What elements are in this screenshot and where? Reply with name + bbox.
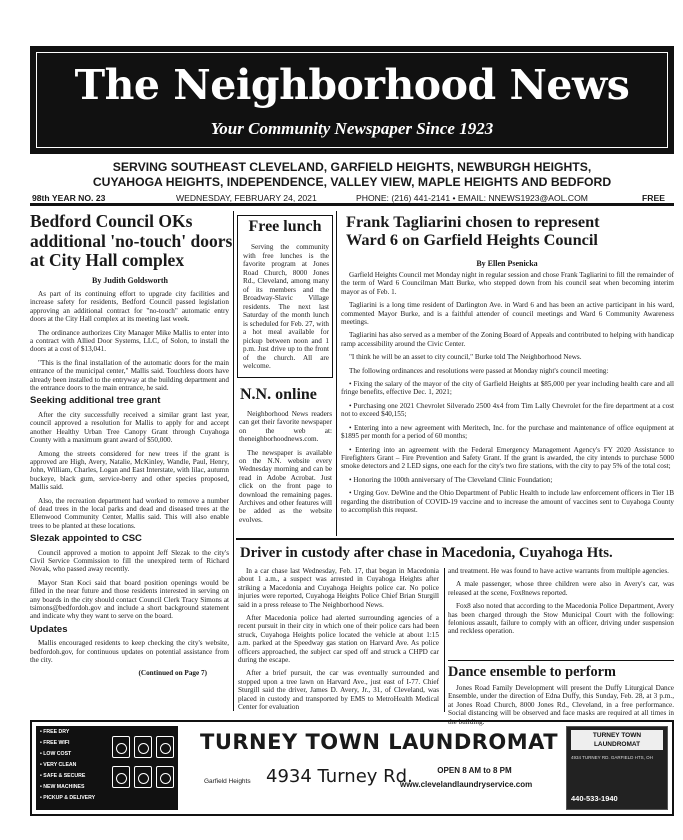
coverage-line-1: SERVING SOUTHEAST CLEVELAND, GARFIELD HEIGHTS, NEWBURGH HEIGHTS, xyxy=(112,160,592,174)
dance-headline: Dance ensemble to perform xyxy=(448,664,616,680)
section-divider xyxy=(236,538,674,540)
laundromat-website[interactable]: www.clevelandlaundryservice.com xyxy=(400,780,533,789)
list-item: • Urging Gov. DeWine and the Ohio Department of Public Health to include law enforcement officers in Tier 1B regarding the distribution of COVID-19 vaccine and to increase the amount of vaccines sent to Cuyahoga County to accomplish this request. xyxy=(341,489,674,514)
list-item: • Entering into a new agreement with Meritech, Inc. for the purchase and maintenance of office equipment at $1895 per month for a period of 60 months; xyxy=(341,423,674,441)
laundromat-logo xyxy=(566,726,668,810)
section-divider xyxy=(448,660,674,661)
subheading: Updates xyxy=(30,623,68,635)
free-lunch-box xyxy=(237,215,333,378)
issue-info-bar xyxy=(30,192,674,206)
frank-byline: By Ellen Psenicka xyxy=(476,259,538,268)
continued-link[interactable]: (Continued on Page 7) xyxy=(138,669,207,678)
column-divider xyxy=(336,211,337,536)
list-item: • Fixing the salary of the mayor of the city of Garfield Heights at $85,000 per year including health care and all fringe benefits, effective Dec. 1, 2021; xyxy=(341,380,674,397)
masthead xyxy=(30,46,674,154)
masthead-border xyxy=(36,52,668,148)
free-lunch-headline: Free lunch xyxy=(248,218,322,235)
newspaper-title: The Neighborhood News xyxy=(74,61,630,109)
driver-article-body-col2: and treatment. He was found to have active warrants from multiple agencies. A male passenger, whose three children were also in Avery's car, was released at the scene, Fox8news reported. Fox8 also noted that according to the Macedonia Police Department, Avery has been charged through the Stow Municipal Court with the following: felonious assault, failure to comply with an officer, driving under suspension and reckless operation. xyxy=(448,567,674,636)
price: FREE xyxy=(642,193,665,203)
washing-machine-icon xyxy=(134,736,152,758)
ordinance-list xyxy=(341,380,674,514)
services-panel xyxy=(36,726,178,810)
driver-article-body-col1: In a car chase last Wednesday, Feb. 17, that began in Macedonia about 1 a.m., a suspect was arrested in Cuyahoga Heights after striking a Macedonia and Cuyahoga Heights police car. No police injuries were reported, Cuyahoga Heights Police Chief Brian Sturgill said in a press release to The Neighborhood News. After Macedonia police had alerted surrounding agencies of a recent pursuit in their city in which one of their police cars had been struck, Cuyahoga Heights police located the vehicle at about 1:15 a.m. parked at the Speedway gas station on Harvard Ave. As police officers approached, the subject car sped off and struck a CHPD car during the escape. After a brief pursuit, the car was eventually surrounded and stopped upon a tree lawn on Harvard Ave., just east of I-77. Chief Sturgill said the driver, James D. Avery, Jr., 31, of Cleveland, was placed in custody and transported by EMS to MetroHealth Medical Center for evaluation xyxy=(238,567,439,712)
bedford-headline: Bedford Council OKs additional 'no-touch' doors at City Hall complex xyxy=(30,211,233,271)
service-item: • LOW COST xyxy=(40,751,72,757)
service-item: • PICKUP & DELIVERY xyxy=(40,795,96,801)
list-item: • Honoring the 100th anniversary of The Cleveland Clinic Foundation; xyxy=(349,475,553,484)
subheading: Seeking additional tree grant xyxy=(30,395,161,407)
service-item: • VERY CLEAN xyxy=(40,762,77,768)
nn-online-body: Neighborhood News readers can get their favorite newspaper on the web at: theneighborhoodnews.com. The newspaper is available on the N.N. website every Wednesday morning and can be read in Adobe Acrobat. Just click on the front page to download the remaining pages. Archives and other features will be added as the website evolves. xyxy=(239,410,332,524)
phone-number: 440-533-1940 xyxy=(571,794,618,803)
issue-number: 98th YEAR NO. 23 xyxy=(32,193,106,203)
washing-machine-icon xyxy=(134,766,152,788)
bedford-article-body: As part of its continuing effort to upgrade city facilities and increase safety for residents, Bedford Council passed legislation approving an additional contract for "no-touch" automatic entry doors at the City Hall complex at its meeting last week. The ordinance authorizes City Manager Mike Mallis to enter into a contract with Allied Door Systems, LLC, of Solon, to install the doors at a cost of $13,041. "This is the final installation of the automatic doors for the main entrance of the municipal center," Mallis said. Touchless doors have already been installed to the entryway at the building department and the entrance doors to the main entrance, he said. Seeking additional tree grant After the city successfully received a similar grant last year, council approved a resolution for Mallis to apply for and accept another Healthy Urban Tree Canopy Grant through Cuyahoga County with a maximum grant award of $50,000. Among the streets considered for new trees if the grant is approved are High, Avery, Natalie, McKinley, Wandle, Paul, Henry, John, William, Charles, Logan and East Interstate, with lilac, autumn buckeye, black gum, service-berry and other species proposed, Mallis said. Also, the recreation department had worked to remove a number of dead trees in the local parks and dead and diseased trees at the Ellenwood Community Center, Mallis said. This will also enable trees to be planted at these locations. Slezak appointed to CSC Council approved a motion to appoint Jeff Slezak to the city's Civil Service Commission to fill the unexpired term of Richard Novak, who passed away recently. Mayor Stan Koci said that board position openings would be filled in the near future and those residents interested in serving on any boards in the city should contact Council Clerk Tracy Simons at tsimons@bedfordoh.gov and include a short background statement and indicate why they want to serve on the board. Updates Mallis encouraged residents to keep checking the city's website, bedfordoh.gov, for continuous updates on potential assistance from the city. (Continued on Page 7) xyxy=(30,290,229,678)
logo-address: 4934 TURNEY RD. GARFIELD HTS, OH xyxy=(571,755,653,760)
newspaper-tagline: Your Community Newspaper Since 1923 xyxy=(210,119,494,138)
service-item: • SAFE & SECURE xyxy=(40,773,86,779)
nn-online-headline: N.N. online xyxy=(240,386,317,403)
laundromat-hours: OPEN 8 AM to 8 PM xyxy=(437,766,512,775)
list-item: • Purchasing one 2021 Chevrolet Silverado 2500 4x4 from Tim Lally Chevrolet for the fire department at a cost not to exceed $40,155; xyxy=(341,401,674,419)
laundromat-name: TURNEY TOWN LAUNDROMAT xyxy=(200,730,559,754)
frank-headline: Frank Tagliarini chosen to represent Ward 6 on Garfield Heights Council xyxy=(346,212,600,250)
contact-info: PHONE: (216) 441-2141 • EMAIL: NNEWS1923@AOL.COM xyxy=(356,193,588,203)
issue-date: WEDNESDAY, FEBRUARY 24, 2021 xyxy=(176,193,317,203)
driver-headline: Driver in custody after chase in Macedonia, Cuyahoga Hts. xyxy=(240,545,613,561)
free-lunch-body: Serving the community with free lunches is the favorite program at Jones Road Church, 8000 Jones Rd., Cleveland, among many of its members and the Broadway-Slavic Village residents. The next last Saturday of the month lunch is scheduled for Feb. 27, with a hot meal available for pickup between noon and 1 p.m. Just drive up to the front of the church. All are welcome. xyxy=(243,243,329,370)
subheading: Slezak appointed to CSC xyxy=(30,533,142,545)
washing-machine-icon xyxy=(156,766,174,788)
column-divider xyxy=(444,568,445,712)
washing-machine-icon xyxy=(156,736,174,758)
bedford-byline: By Judith Goldsworth xyxy=(91,276,169,285)
washing-machine-icon xyxy=(112,766,130,788)
laundromat-city: Garfield Heights xyxy=(204,778,251,785)
list-item: • Entering into an agreement with the Federal Emergency Management Agency's FY 2020 Assistance to Firefighters Grant – Fire Prevention and Safety Grant. If the grant is awarded, the city intends to purchase 5000 smoke detectors and 2 LED signs, one each for the city's two fire stations, with the city to pay 5% of the total cost; xyxy=(341,445,674,471)
column-divider xyxy=(233,211,234,711)
service-item: • FREE WIFI xyxy=(40,740,70,746)
coverage-line-2: CUYAHOGA HEIGHTS, INDEPENDENCE, VALLEY VIEW, MAPLE HEIGHTS AND BEDFORD xyxy=(92,175,612,189)
dance-article-body: Jones Road Family Development will present the Duffy Liturgical Dance Ensemble, under the direction of Edna Duffy, this Sunday, Feb. 28, at 3 p.m., at Jones Road Church, 8000 Jones Rd., Cleveland, in a free performance. Social distancing will be observed and face masks are required at all times in the building. xyxy=(448,684,674,726)
service-item: • FREE DRY xyxy=(40,729,70,735)
laundromat-address: 4934 Turney Rd. xyxy=(266,766,413,787)
frank-article-body: Garfield Heights Council met Monday night in regular session and chose Frank Tagliarini to fill the remainder of the term of Ward 6 Councilman Matt Burke, who stepped down from his council seat when becoming interim mayor as of Feb. 1. Tagliarini is a long time resident of Darlington Ave. in Ward 6 and has been an active participant in his ward, commented Mayor Burke, and is a faithful attender of council meetings and Ward 6 Community Awareness meetings. Tagliarini has also served as a member of the Zoning Board of Appeals and contributed to helping with handicap ramp accessibility around the Civic Center. "I think he will be an asset to city council," Burke told The Neighborhood News. The following ordinances and resolutions were passed at Monday night's council meeting: • Fixing the salary of the mayor of the city of Garfield Heights at $85,000 per year including health care and all fringe benefits, effective Dec. 1, 2021; • Purchasing one 2021 Chevrolet Silverado 2500 4x4 from Tim Lally Chevrolet for the fire department at a cost not to exceed $40,155; • Entering into a new agreement with Meritech, Inc. for the purchase and maintenance of office equipment at $1895 per month for a period of 60 months; • Entering into an agreement with the Federal Emergency Management Agency's FY 2020 Assistance to Firefighters Grant – Fire Prevention and Safety Grant. If the grant is awarded, the city intends to purchase 5000 smoke detectors and 2 LED signs, one each for the city's two fire stations, with the city to pay 5% of the total cost; • Honoring the 100th anniversary of The Cleveland Clinic Foundation; • Urging Gov. DeWine and the Ohio Department of Public Health to include law enforcement officers in Tier 1B regarding the distribution of COVID-19 vaccine and to increase the amount of vaccines sent to Cuyahoga County to accomplish this request. xyxy=(341,271,674,514)
service-item: • NEW MACHINES xyxy=(40,784,85,790)
washing-machine-icon xyxy=(112,736,130,758)
laundromat-ad[interactable] xyxy=(30,720,674,816)
logo-title: TURNEY TOWN LAUNDROMAT xyxy=(571,730,663,750)
